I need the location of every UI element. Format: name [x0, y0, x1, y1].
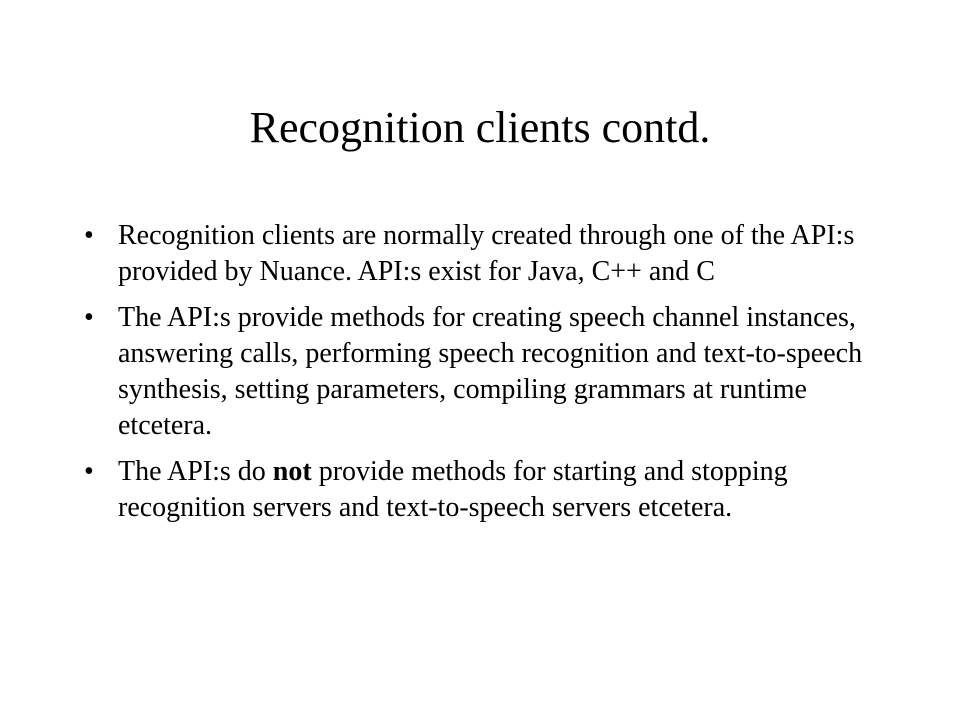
bullet-item: [84, 300, 884, 444]
bullet-text-before: The API:s do: [118, 456, 273, 487]
bullet-list: [84, 218, 884, 536]
bullet-text: The API:s provide methods for creating speech channel instances, answering calls, performing speech recognition and text-to-speech synthesis, setting parameters, compiling grammars at runtime etcetera.: [118, 302, 863, 441]
slide-title: Recognition clients contd.: [249, 103, 711, 152]
bullet-text: [118, 456, 788, 523]
bullet-icon: •: [84, 302, 94, 333]
bullet-text-emphasis: not: [272, 456, 312, 487]
bullet-item: [84, 454, 884, 526]
bullet-icon: •: [84, 220, 94, 251]
bullet-text-after: provide methods for starting and stopping recognition servers and text-to-speech servers etcetera.: [118, 456, 788, 523]
bullet-item: [84, 218, 884, 290]
bullet-icon: •: [84, 456, 94, 487]
bullet-text: Recognition clients are normally created through one of the API:s provided by Nuance. API:s exist for Java, C++ and C: [118, 220, 855, 287]
